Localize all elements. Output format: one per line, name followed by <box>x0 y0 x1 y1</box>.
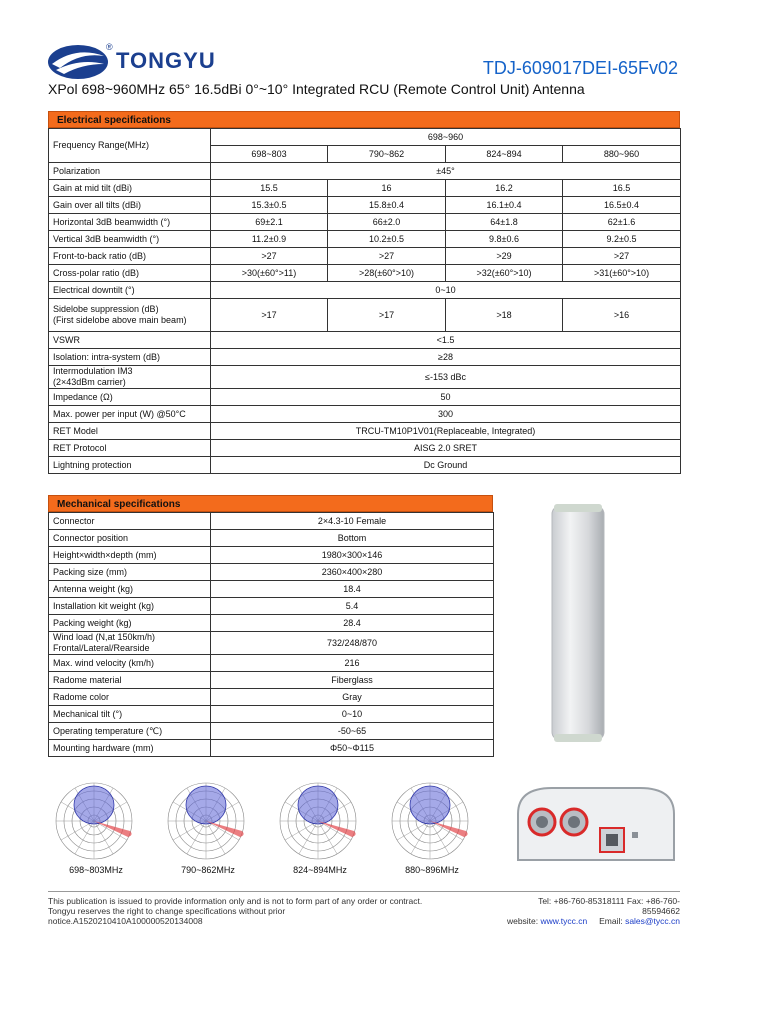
spec-value: 16 <box>328 180 446 197</box>
spec-label: Isolation: intra-system (dB) <box>49 349 211 366</box>
footer-tel-fax: Tel: +86-760-85318111 Fax: +86-760- <box>538 896 680 906</box>
table-row <box>49 366 681 389</box>
spec-value: Dc Ground <box>211 457 681 474</box>
spec-value: >27 <box>328 248 446 265</box>
table-row <box>49 598 494 615</box>
table-row <box>49 740 494 757</box>
band-header: 824~894 <box>446 146 563 163</box>
spec-value: 66±2.0 <box>328 214 446 231</box>
spec-label: Installation kit weight (kg) <box>49 598 211 615</box>
spec-value: >31(±60°>10) <box>563 265 681 282</box>
table-row <box>49 180 681 197</box>
spec-value: >27 <box>211 248 328 265</box>
polar-plot-graphic <box>384 778 480 864</box>
table-row <box>49 129 681 146</box>
spec-label: Max. power per input (W) @50°C <box>49 406 211 423</box>
table-row <box>49 214 681 231</box>
spec-value: >28(±60°>10) <box>328 265 446 282</box>
spec-value: 50 <box>211 389 681 406</box>
spec-value: 64±1.8 <box>446 214 563 231</box>
spec-label: Frequency Range(MHz) <box>49 129 211 163</box>
electrical-spec-table <box>48 128 681 474</box>
spec-value: 10.2±0.5 <box>328 231 446 248</box>
table-row <box>49 406 681 423</box>
spec-value: Bottom <box>211 530 494 547</box>
spec-label: Gain at mid tilt (dBi) <box>49 180 211 197</box>
spec-value: >16 <box>563 299 681 332</box>
spec-value: ±45° <box>211 163 681 180</box>
spec-label: VSWR <box>49 332 211 349</box>
spec-value: -50~65 <box>211 723 494 740</box>
spec-value: 300 <box>211 406 681 423</box>
spec-label: Mounting hardware (mm) <box>49 740 211 757</box>
pattern-caption: 790~862MHz <box>181 865 235 875</box>
radiation-pattern-row <box>48 778 518 878</box>
pattern-caption: 698~803MHz <box>69 865 123 875</box>
spec-value: 16.2 <box>446 180 563 197</box>
spec-value: 216 <box>211 655 494 672</box>
table-row <box>49 530 494 547</box>
spec-label: Polarization <box>49 163 211 180</box>
radiation-pattern <box>160 778 256 878</box>
footer-line: Tongyu reserves the right to change specifications without prior <box>48 906 286 916</box>
spec-label: Intermodulation IM3 (2×43dBm carrier) <box>49 366 211 389</box>
spec-value: <1.5 <box>211 332 681 349</box>
spec-value: 732/248/870 <box>211 632 494 655</box>
table-row <box>49 349 681 366</box>
spec-value: 1980×300×146 <box>211 547 494 564</box>
electrical-spec-body <box>49 129 681 474</box>
spec-value: >30(±60°>11) <box>211 265 328 282</box>
table-row <box>49 332 681 349</box>
spec-label: Vertical 3dB beamwidth (°) <box>49 231 211 248</box>
spec-label: Lightning protection <box>49 457 211 474</box>
table-row <box>49 689 494 706</box>
table-row <box>49 615 494 632</box>
spec-label: Height×width×depth (mm) <box>49 547 211 564</box>
table-row <box>49 231 681 248</box>
spec-label: Sidelobe suppression (dB) (First sidelobe above main beam) <box>49 299 211 332</box>
spec-value: AISG 2.0 SRET <box>211 440 681 457</box>
spec-value: 0~10 <box>211 282 681 299</box>
spec-value: >18 <box>446 299 563 332</box>
spec-value: 69±2.1 <box>211 214 328 231</box>
band-header: 698~803 <box>211 146 328 163</box>
registered-mark: ® <box>106 42 113 52</box>
spec-label: Wind load (N,at 150km/h) Frontal/Lateral/Rearside <box>49 632 211 655</box>
spec-value: 16.5±0.4 <box>563 197 681 214</box>
footer-contact <box>478 896 680 926</box>
spec-label: Packing weight (kg) <box>49 615 211 632</box>
spec-value: 16.1±0.4 <box>446 197 563 214</box>
radiation-pattern <box>272 778 368 878</box>
table-row <box>49 513 494 530</box>
table-row <box>49 632 494 655</box>
electrical-section-header: Electrical specifications <box>48 111 680 128</box>
spec-label: Horizontal 3dB beamwidth (°) <box>49 214 211 231</box>
tongyu-swoosh-icon <box>46 42 110 82</box>
table-row <box>49 655 494 672</box>
spec-value: 0~10 <box>211 706 494 723</box>
table-row <box>49 265 681 282</box>
band-header: 790~862 <box>328 146 446 163</box>
footer-fax-cont: 85594662 <box>642 906 680 916</box>
table-row <box>49 672 494 689</box>
spec-value: 15.3±0.5 <box>211 197 328 214</box>
spec-value: 5.4 <box>211 598 494 615</box>
spec-value: 28.4 <box>211 615 494 632</box>
table-row <box>49 163 681 180</box>
spec-label: Radome material <box>49 672 211 689</box>
spec-label: Impedance (Ω) <box>49 389 211 406</box>
connector-bottom-view-image <box>512 784 680 864</box>
footer-line: notice.A1520210410A100000520134008 <box>48 916 203 926</box>
spec-label: Packing size (mm) <box>49 564 211 581</box>
email-link[interactable]: sales@tycc.cn <box>625 916 680 926</box>
spec-label: Gain over all tilts (dBi) <box>49 197 211 214</box>
footer-web-email <box>478 916 680 926</box>
table-row <box>49 282 681 299</box>
spec-value: >29 <box>446 248 563 265</box>
spec-label: Max. wind velocity (km/h) <box>49 655 211 672</box>
spec-value: >17 <box>211 299 328 332</box>
spec-value: ≥28 <box>211 349 681 366</box>
table-row <box>49 581 494 598</box>
spec-value: 15.5 <box>211 180 328 197</box>
radiation-pattern <box>48 778 144 878</box>
website-link[interactable]: www.tycc.cn <box>540 916 588 926</box>
table-row <box>49 389 681 406</box>
antenna-image <box>548 502 608 746</box>
website-label: website: <box>506 916 541 926</box>
spec-label: Electrical downtilt (°) <box>49 282 211 299</box>
tongyu-logo <box>46 42 236 82</box>
spec-value: >17 <box>328 299 446 332</box>
spec-value: Φ50~Φ115 <box>211 740 494 757</box>
mechanical-section-header: Mechanical specifications <box>48 495 493 512</box>
model-number: TDJ-609017DEI-65Fv02 <box>482 58 678 78</box>
spec-label: Antenna weight (kg) <box>49 581 211 598</box>
brand-name: TONGYU <box>116 48 216 73</box>
table-row <box>49 197 681 214</box>
table-row <box>49 723 494 740</box>
product-subtitle: XPol 698~960MHz 65° 16.5dBi 0°~10° Integrated RCU (Remote Control Unit) Antenna <box>48 81 585 97</box>
spec-value: 2360×400×280 <box>211 564 494 581</box>
footer-disclaimer <box>48 896 488 926</box>
spec-label: Mechanical tilt (°) <box>49 706 211 723</box>
spec-value: 18.4 <box>211 581 494 598</box>
table-row <box>49 423 681 440</box>
spec-value: ≤-153 dBc <box>211 366 681 389</box>
spec-value: 15.8±0.4 <box>328 197 446 214</box>
spec-label: Operating temperature (℃) <box>49 723 211 740</box>
spec-label: Connector <box>49 513 211 530</box>
band-header: 880~960 <box>563 146 681 163</box>
spec-value: >32(±60°>10) <box>446 265 563 282</box>
radiation-pattern <box>384 778 480 878</box>
table-row <box>49 564 494 581</box>
spec-value: 62±1.6 <box>563 214 681 231</box>
table-row <box>49 457 681 474</box>
spec-label: Front-to-back ratio (dB) <box>49 248 211 265</box>
spec-label: Radome color <box>49 689 211 706</box>
spec-value: >27 <box>563 248 681 265</box>
spec-label: Cross-polar ratio (dB) <box>49 265 211 282</box>
table-row <box>49 248 681 265</box>
spec-value: Fiberglass <box>211 672 494 689</box>
polar-plot-graphic <box>160 778 256 864</box>
spec-value: 9.8±0.6 <box>446 231 563 248</box>
polar-plot-graphic <box>272 778 368 864</box>
polar-plot-graphic <box>48 778 144 864</box>
spec-value: TRCU-TM10P1V01(Replaceable, Integrated) <box>211 423 681 440</box>
email-label: Email: <box>599 916 626 926</box>
pattern-caption: 880~896MHz <box>405 865 459 875</box>
spec-value: Gray <box>211 689 494 706</box>
spec-value: 11.2±0.9 <box>211 231 328 248</box>
spec-label: RET Model <box>49 423 211 440</box>
spec-value: 16.5 <box>563 180 681 197</box>
spec-value: 9.2±0.5 <box>563 231 681 248</box>
spec-value: 2×4.3-10 Female <box>211 513 494 530</box>
pattern-caption: 824~894MHz <box>293 865 347 875</box>
table-row <box>49 547 494 564</box>
table-row <box>49 440 681 457</box>
table-row <box>49 706 494 723</box>
mechanical-spec-body <box>49 513 494 757</box>
footer-line: This publication is issued to provide information only and is not to form part of any order or contract. <box>48 896 423 906</box>
table-row <box>49 299 681 332</box>
spec-label: RET Protocol <box>49 440 211 457</box>
spec-value: 698~960 <box>211 129 681 146</box>
footer-divider <box>48 891 680 892</box>
mechanical-spec-table <box>48 512 494 757</box>
spec-label: Connector position <box>49 530 211 547</box>
